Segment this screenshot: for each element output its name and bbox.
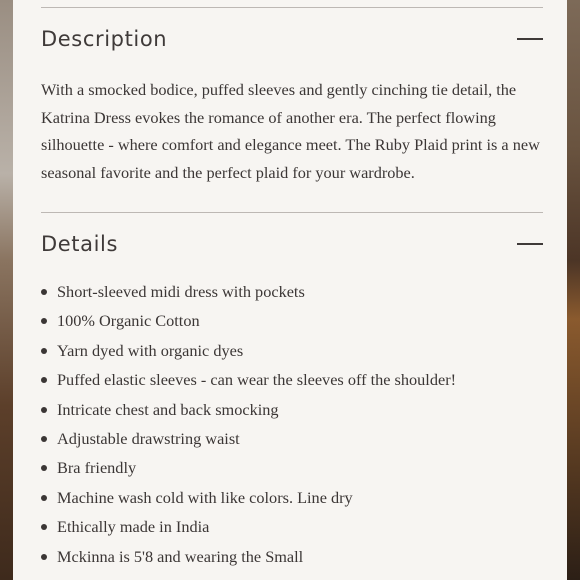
list-item-text: Yarn dyed with organic dyes — [57, 340, 244, 360]
list-item — [41, 542, 543, 571]
details-section — [41, 213, 543, 571]
minus-icon[interactable] — [517, 243, 543, 245]
list-item-text: Puffed elastic sleeves - can wear the sleeves off the shoulder! — [57, 370, 457, 390]
bullet-icon — [41, 318, 47, 324]
list-item-text: Ethically made in India — [57, 517, 210, 537]
list-item-text: Short-sleeved midi dress with pockets — [57, 282, 305, 301]
list-item — [41, 512, 543, 541]
list-item-text: Intricate chest and back smocking — [57, 399, 279, 419]
background-photo-left — [0, 0, 14, 580]
bullet-icon — [41, 348, 47, 354]
bullet-icon — [41, 436, 47, 442]
description-text: With a smocked bodice, puffed sleeves and gently cinching tie detail, the Katrina Dress evokes the romance of another era. The perfect flowing silhouette - where comfort and elegance meet. The Ruby Plaid print is a new seasonal favorite and the perfect plaid for your wardrobe. — [41, 80, 540, 182]
bullet-icon — [41, 407, 47, 413]
background-photo-right — [566, 0, 580, 580]
list-item — [41, 395, 543, 424]
description-header[interactable] — [41, 8, 543, 70]
list-item-text: Mckinna is 5'8 and wearing the Small — [57, 546, 304, 566]
list-item — [41, 306, 543, 335]
details-header[interactable] — [41, 213, 543, 275]
bullet-icon — [41, 465, 47, 471]
details-list — [41, 277, 543, 571]
list-item — [41, 365, 543, 394]
list-item-text: Bra friendly — [57, 458, 137, 478]
description-section — [41, 8, 543, 186]
bullet-icon — [41, 495, 47, 501]
list-item-text: 100% Organic Cotton — [57, 311, 200, 331]
list-item-text: Adjustable drawstring waist — [57, 429, 240, 449]
product-info-panel — [13, 0, 567, 580]
minus-icon[interactable] — [517, 38, 543, 40]
bullet-icon — [41, 524, 47, 530]
list-item-text: Machine wash cold with like colors. Line dry — [57, 487, 353, 507]
list-item — [41, 483, 543, 512]
bullet-icon — [41, 289, 47, 295]
list-item — [41, 277, 543, 306]
bullet-icon — [41, 554, 47, 560]
bullet-icon — [41, 377, 47, 383]
list-item — [41, 453, 543, 482]
list-item — [41, 424, 543, 453]
details-title: Details — [41, 232, 119, 256]
list-item — [41, 336, 543, 365]
description-title: Description — [41, 27, 168, 51]
